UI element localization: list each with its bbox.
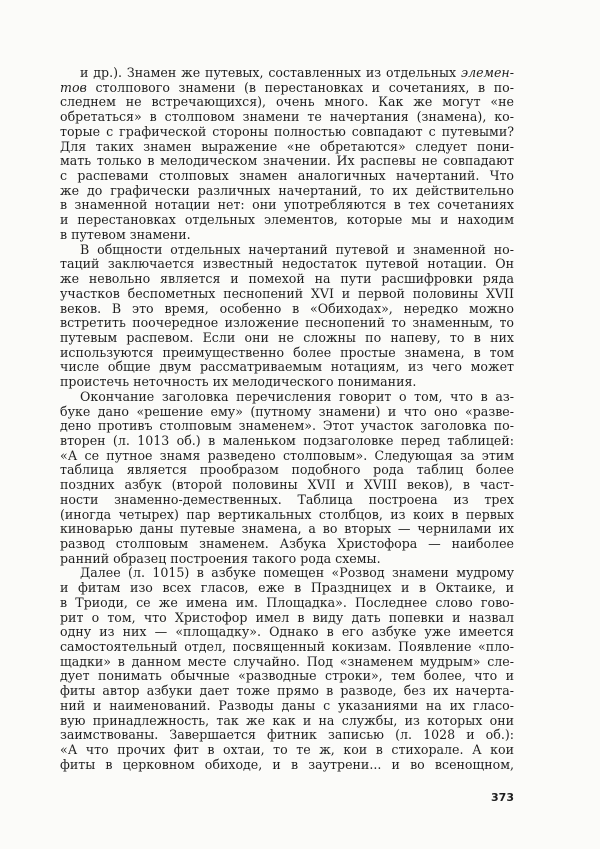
text-run: и фитам изо всех гласов, еже в Праздницех и в Октаике, и <box>60 580 514 596</box>
text-line <box>60 316 514 331</box>
text-run: развод столповым знаменем. Азбука Христофора — наиболее <box>60 536 514 551</box>
text-line <box>60 331 514 346</box>
text-run: щадки» в данном месте случайно. Под «знаменем мудрым» сле- <box>60 653 514 669</box>
text-run: проистечь неточность их мелодического понимания. <box>60 374 417 390</box>
text-run: в знаменной нотации нет: они употребляются в тех сочетаниях <box>60 197 514 213</box>
text-line <box>60 257 514 272</box>
text-line <box>60 346 514 361</box>
text-line <box>60 81 514 96</box>
text-line <box>60 699 514 714</box>
italic-text: элемен- <box>461 65 514 80</box>
text-line <box>60 434 514 449</box>
text-run: торые с графической стороны полностью совпадают с путевыми? <box>60 123 514 139</box>
text-line <box>60 640 514 655</box>
text-run: Далее (л. 1015) в азбуке помещен «Розвод знамени мудрому <box>80 565 514 581</box>
text-run: участков беспометных песнопений XVI и первой половины XVII <box>60 285 514 301</box>
text-line <box>60 655 514 670</box>
page-number: 373 <box>491 791 514 804</box>
text-run: в Триоди, се же имена им. Площадка». Последнее слово гово- <box>60 594 514 610</box>
text-run: буке дано «решение ему» (путному знамени) и что оно «разве- <box>60 403 514 419</box>
text-line <box>60 714 514 729</box>
text-run: Окончание заголовка перечисления говорит о том, что в аз- <box>80 388 514 404</box>
text-line <box>60 508 514 523</box>
text-line <box>60 184 514 199</box>
text-run: и перестановках отдельных элементов, которые мы и находим <box>60 212 514 228</box>
text-line <box>60 625 514 640</box>
text-line <box>60 228 514 243</box>
paragraph <box>60 243 514 390</box>
text-line <box>60 95 514 110</box>
text-run: столпового знамени (в перестановках и сочетаниях, в по- <box>86 79 514 95</box>
text-line <box>60 213 514 228</box>
text-line <box>60 684 514 699</box>
text-line <box>60 596 514 611</box>
italic-text: тов <box>60 79 87 95</box>
text-run: Для таких знамен выражение «не обретаются» следует пони- <box>60 138 514 154</box>
text-run: вторен (л. 1013 об.) в маленьком подзаголовке перед таблицей: <box>60 432 514 448</box>
text-run: мать только в мелодическом значении. Их распевы не совпадают <box>60 153 514 169</box>
text-line <box>60 140 514 155</box>
text-line <box>60 375 514 390</box>
text-line <box>60 449 514 464</box>
text-run: заимствованы. Завершается фитник записью (л. 1028 и об.): <box>60 727 514 743</box>
text-run: самостоятельный отдел, посвященный кокизам. Появление «пло- <box>60 639 514 655</box>
text-line <box>60 419 514 434</box>
text-line <box>60 125 514 140</box>
text-run: и др.). Знамен же путевых, составленных из отдельных <box>80 65 462 80</box>
text-line <box>60 522 514 537</box>
paragraph <box>60 390 514 567</box>
text-line <box>60 287 514 302</box>
text-run: дено противъ столповым знаменем». Этот участок заголовка по- <box>60 418 514 434</box>
text-run: ранний образец построения такого рода схемы. <box>60 550 381 566</box>
text-run: дует понимать обычные «разводные строки», тем более, что и <box>60 668 514 684</box>
text-run: обретаться» в столповом знамени те начертания (знамена), ко- <box>60 109 514 125</box>
text-run: В общности отдельных начертаний путевой и знаменной но- <box>80 241 514 257</box>
text-line <box>60 110 514 125</box>
text-line <box>60 493 514 508</box>
text-run: рит о том, что Христофор имел в виду дать попевки и назвал <box>60 609 514 625</box>
text-run: же невольно является и помехой на пути расшифровки ряда <box>60 271 514 287</box>
text-line <box>60 463 514 478</box>
text-run: вую принадлежность, так же как и на службы, из которых они <box>60 712 514 728</box>
text-run: «А что прочих фит в охтаи, то те ж, кои в стихорале. А кои <box>60 742 514 758</box>
text-line <box>60 405 514 420</box>
text-line <box>60 743 514 758</box>
text-run: фиты автор азбуки дает тоже прямо в разводе, без их начерта- <box>60 683 514 699</box>
body-text <box>60 66 514 773</box>
text-line <box>60 390 514 405</box>
text-run: ний и наименований. Разводы даны с указаниями на их гласо- <box>60 697 514 713</box>
text-run: таций заключается известный недостаток путевой нотации. Он <box>60 256 514 272</box>
text-run: (иногда четырех) пар вертикальных столбцов, из коих в первых <box>60 506 514 522</box>
text-line <box>60 669 514 684</box>
text-line <box>60 537 514 552</box>
text-line <box>60 758 514 773</box>
text-line <box>60 66 514 81</box>
text-run: используются преимущественно более простые знамена, в том <box>60 344 514 360</box>
text-line <box>60 581 514 596</box>
text-run: следнем не встречающихся), очень много. Как же могут «не <box>60 94 514 110</box>
text-line <box>60 243 514 258</box>
text-line <box>60 198 514 213</box>
text-line <box>60 478 514 493</box>
text-line <box>60 272 514 287</box>
text-run: фиты в церковном обиходе, и в заутрени... и во всенощном, <box>60 756 514 772</box>
paragraph <box>60 66 514 243</box>
text-line <box>60 566 514 581</box>
text-run: числе общие двум рассматриваемым нотациям, из чего может <box>60 359 514 375</box>
text-run: в путевом знамени. <box>60 226 191 242</box>
text-run: веков. В это время, особенно в «Обиходах», нередко можно <box>60 300 514 316</box>
text-run: киноварью даны путевые знамена, а во вторых — чернилами их <box>60 521 514 537</box>
text-run: с распевами столповых знамен аналогичных начертаний. Что <box>60 168 514 184</box>
text-line <box>60 302 514 317</box>
text-run: таблица является прообразом подобного рода таблиц более <box>60 462 514 478</box>
paragraph <box>60 566 514 772</box>
text-line <box>60 552 514 567</box>
text-line <box>60 611 514 626</box>
text-run: же до графически различных начертаний, то их действительно <box>60 182 514 198</box>
text-run: поздних азбук (второй половины XVII и XVIII веков), в част- <box>60 477 514 493</box>
text-run: ности знаменно-демественных. Таблица построена из трех <box>60 491 514 507</box>
text-line <box>60 169 514 184</box>
text-run: путевым распевом. Если они не сложны по напеву, то в них <box>60 329 514 345</box>
text-run: одну из них — «площадку». Однако в его азбуке уже имеется <box>60 624 514 640</box>
text-line <box>60 154 514 169</box>
text-line <box>60 728 514 743</box>
text-run: «А се путное знамя разведено столповым». Следующая за этим <box>60 447 514 463</box>
text-line <box>60 360 514 375</box>
text-run: встретить поочередное изложение песнопений то знаменным, то <box>60 315 514 331</box>
